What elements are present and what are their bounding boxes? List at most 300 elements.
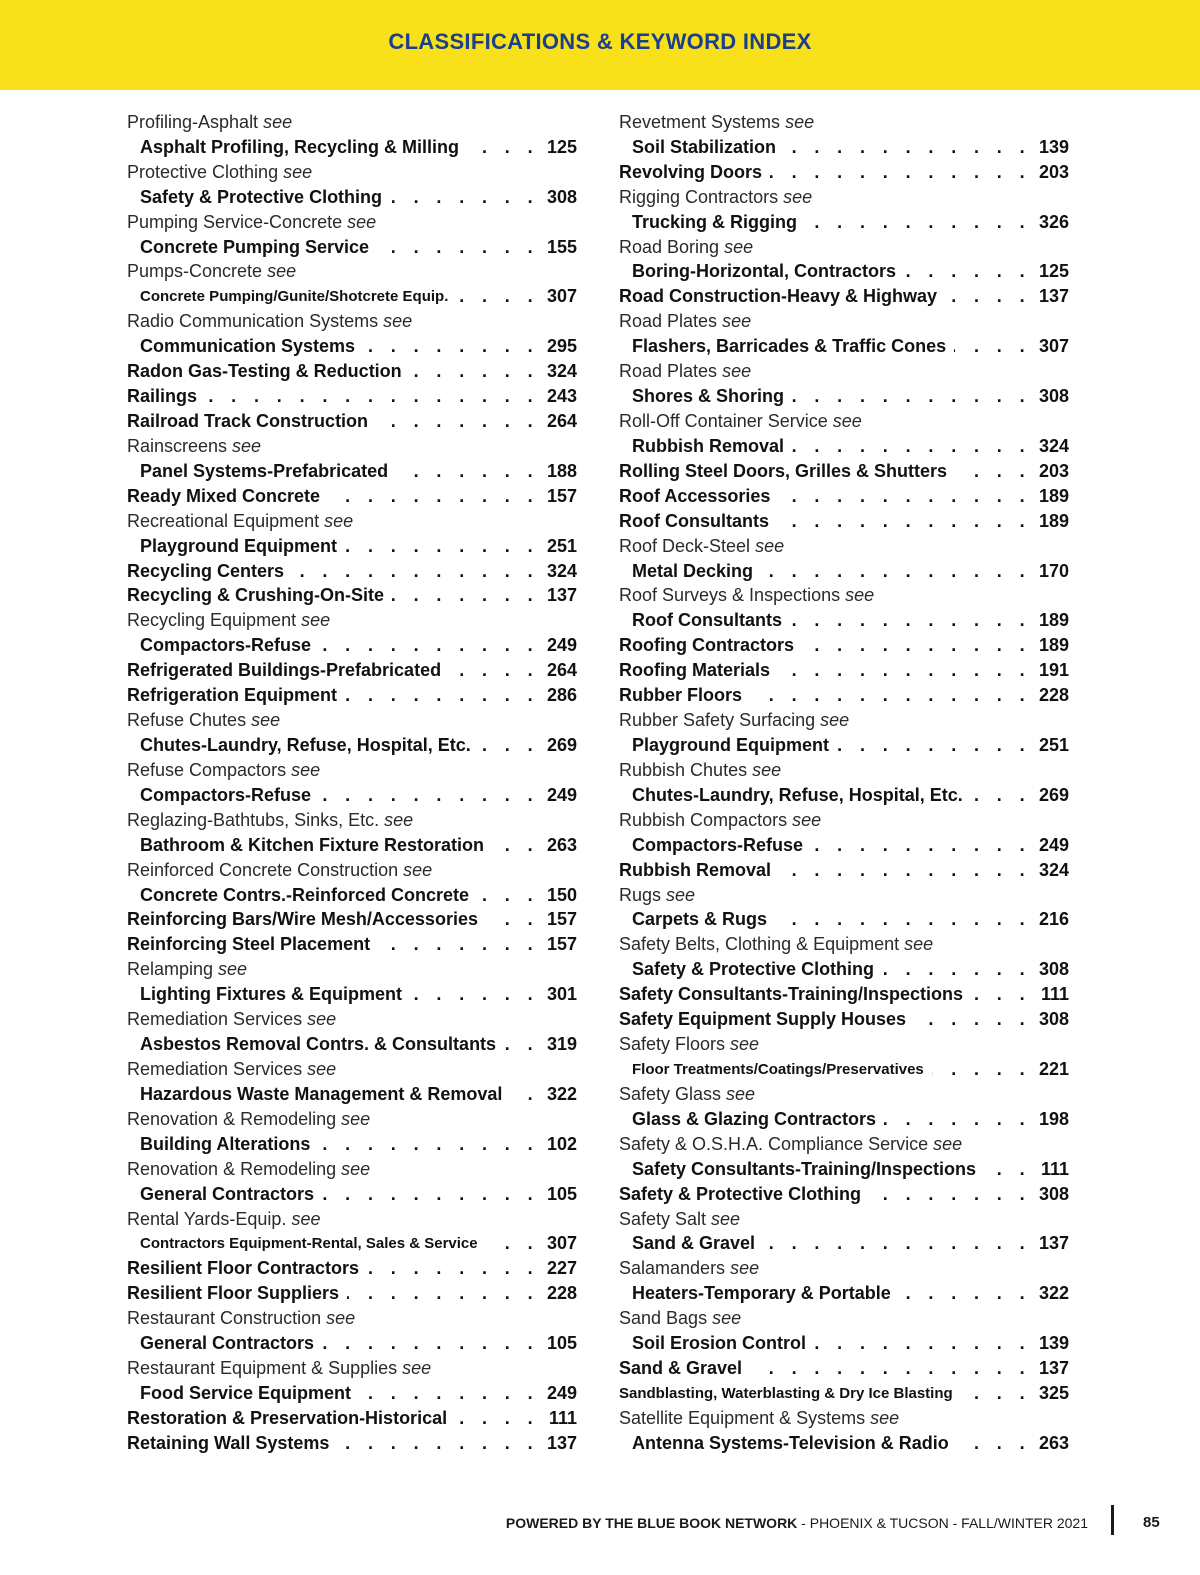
classification-label: Playground Equipment	[140, 535, 338, 556]
index-term: Rugs	[619, 884, 662, 905]
classification-label: General Contractors	[140, 1183, 315, 1204]
dot-leader	[378, 934, 539, 955]
index-term: Protective Clothing	[127, 161, 279, 182]
see-label: see	[324, 510, 354, 531]
index-cross-reference	[127, 1207, 577, 1232]
classification-label: Communication Systems	[140, 336, 356, 357]
index-referenced-entry	[127, 633, 577, 658]
index-cross-reference	[127, 1007, 577, 1032]
dot-leader	[805, 212, 1031, 233]
index-referenced-entry	[127, 459, 577, 484]
index-cross-reference	[127, 1157, 577, 1182]
classification-label: Rolling Steel Doors, Grilles & Shutters	[619, 460, 948, 481]
classification-label: Soil Stabilization	[632, 136, 777, 157]
page-reference: 264	[546, 411, 577, 432]
index-entry	[619, 633, 1069, 658]
classification-label: Reinforcing Steel Placement	[127, 934, 371, 955]
index-referenced-entry	[619, 334, 1069, 359]
classification-label: Compactors-Refuse	[140, 635, 312, 656]
page-reference: 307	[546, 1233, 577, 1254]
dot-leader	[811, 835, 1031, 856]
dot-leader	[322, 1333, 539, 1354]
index-cross-reference	[619, 309, 1069, 334]
page-reference: 111	[548, 1407, 577, 1428]
dot-leader	[750, 685, 1031, 706]
index-cross-reference	[619, 185, 1069, 210]
index-entry	[619, 858, 1069, 883]
index-cross-reference	[127, 758, 577, 783]
index-term: Refuse Compactors	[127, 759, 287, 780]
page-reference: 251	[546, 535, 577, 556]
page-reference: 111	[1040, 1158, 1069, 1179]
dot-leader	[971, 785, 1031, 806]
see-label: see	[904, 934, 934, 955]
see-label: see	[291, 759, 321, 780]
index-cross-reference	[619, 1306, 1069, 1331]
classification-label: Compactors-Refuse	[632, 834, 804, 855]
index-referenced-entry	[127, 235, 577, 260]
index-term: Rubbish Compactors	[619, 809, 788, 830]
page-reference: 125	[546, 136, 577, 157]
index-term: Rubber Safety Surfacing	[619, 710, 816, 731]
page-reference: 111	[1040, 984, 1069, 1005]
page-reference: 139	[1038, 136, 1069, 157]
classification-label: Sandblasting, Waterblasting & Dry Ice Blasting	[619, 1384, 953, 1402]
page-reference: 263	[1038, 1432, 1069, 1453]
page-reference: 198	[1038, 1108, 1069, 1129]
index-entry	[619, 459, 1069, 484]
index-term: Road Plates	[619, 361, 718, 382]
index-entry	[619, 160, 1069, 185]
index-referenced-entry	[619, 135, 1069, 160]
classification-label: Retaining Wall Systems	[127, 1432, 330, 1453]
dot-leader	[750, 1358, 1031, 1379]
index-referenced-entry	[127, 534, 577, 559]
page-reference: 189	[1038, 510, 1069, 531]
index-entry	[619, 484, 1069, 509]
page-footer	[0, 1505, 1200, 1545]
dot-leader	[971, 984, 1031, 1005]
classification-label: Radon Gas-Testing & Reduction	[127, 361, 402, 382]
dot-leader	[763, 1233, 1031, 1254]
index-cross-reference	[619, 1032, 1069, 1057]
dot-leader	[770, 162, 1031, 183]
index-column-right	[619, 110, 1069, 1456]
see-label: see	[383, 311, 413, 332]
index-term: Reglazing-Bathtubs, Sinks, Etc.	[127, 809, 380, 830]
index-entry	[619, 1007, 1069, 1032]
dot-leader	[456, 286, 539, 307]
page-reference: 137	[1038, 1358, 1069, 1379]
page-reference: 139	[1038, 1333, 1069, 1354]
see-label: see	[845, 585, 875, 606]
dot-leader	[318, 1134, 539, 1155]
index-entry	[127, 1406, 577, 1431]
classification-label: Refrigeration Equipment	[127, 685, 338, 706]
footer-divider	[1111, 1505, 1114, 1535]
page-reference: 243	[546, 386, 577, 407]
index-cross-reference	[127, 260, 577, 285]
classification-label: Metal Decking	[632, 560, 754, 581]
index-entry	[127, 359, 577, 384]
index-term: Restaurant Equipment & Supplies	[127, 1358, 398, 1379]
classification-label: Roof Consultants	[619, 510, 769, 531]
index-entry	[127, 559, 577, 584]
index-entry	[619, 1182, 1069, 1207]
index-cross-reference	[619, 932, 1069, 957]
classification-label: Revolving Doors	[619, 161, 763, 182]
page-reference: 263	[546, 834, 577, 855]
page-reference: 137	[546, 1432, 577, 1453]
index-referenced-entry	[127, 334, 577, 359]
index-term: Roof Surveys & Inspections	[619, 585, 841, 606]
classification-label: Glass & Glazing Contractors	[632, 1108, 877, 1129]
page-reference: 324	[546, 361, 577, 382]
index-entry	[619, 1356, 1069, 1381]
page-reference: 301	[546, 984, 577, 1005]
page-reference: 307	[546, 286, 577, 307]
classification-label: Railings	[127, 386, 198, 407]
index-column-left	[127, 110, 577, 1456]
index-cross-reference	[619, 235, 1069, 260]
index-referenced-entry	[619, 1331, 1069, 1356]
classification-label: Compactors-Refuse	[140, 784, 312, 805]
page-reference: 325	[1038, 1382, 1069, 1403]
index-term: Safety & O.S.H.A. Compliance Service	[619, 1133, 929, 1154]
dot-leader	[367, 1258, 539, 1279]
index-term: Reinforced Concrete Construction	[127, 859, 399, 880]
classification-label: Chutes-Laundry, Refuse, Hospital, Etc.	[632, 784, 963, 805]
classification-label: Playground Equipment	[632, 735, 830, 755]
classification-label: Bathroom & Kitchen Fixture Restoration	[140, 834, 485, 855]
index-term: Roof Deck-Steel	[619, 535, 751, 556]
dot-leader	[777, 511, 1031, 532]
dot-leader	[477, 885, 539, 906]
see-label: see	[711, 1208, 741, 1229]
page-reference: 308	[1038, 1009, 1069, 1030]
index-cross-reference	[619, 359, 1069, 384]
page-reference: 102	[546, 1133, 577, 1154]
page-title: CLASSIFICATIONS & KEYWORD INDEX	[388, 29, 812, 54]
dot-leader	[899, 1283, 1031, 1304]
dot-leader	[410, 984, 539, 1005]
classification-label: Sand & Gravel	[619, 1358, 743, 1379]
index-term: Radio Communication Systems	[127, 311, 379, 332]
page-reference: 251	[1038, 735, 1069, 755]
dot-leader	[504, 1034, 539, 1055]
page-reference: 269	[546, 735, 577, 755]
page-reference: 150	[546, 884, 577, 905]
classification-label: Resilient Floor Suppliers	[127, 1283, 340, 1304]
classification-label: Railroad Track Construction	[127, 411, 369, 432]
dot-leader	[492, 835, 539, 856]
index-entry	[619, 982, 1069, 1007]
index-cross-reference	[619, 110, 1069, 135]
page-reference: 249	[546, 635, 577, 656]
classification-label: Concrete Pumping/Gunite/Shotcrete Equip.	[140, 288, 449, 306]
dot-leader	[328, 486, 539, 507]
dot-leader	[392, 585, 539, 606]
index-referenced-entry	[619, 733, 1069, 758]
page-reference: 105	[546, 1183, 577, 1204]
see-label: see	[755, 535, 785, 556]
classification-label: Chutes-Laundry, Refuse, Hospital, Etc.	[140, 735, 471, 755]
index-term: Renovation & Remodeling	[127, 1158, 337, 1179]
index-entry	[127, 584, 577, 609]
index-cross-reference	[619, 708, 1069, 733]
see-label: see	[724, 236, 754, 257]
page-reference: 249	[546, 1382, 577, 1403]
see-label: see	[402, 1358, 432, 1379]
dot-leader	[954, 336, 1031, 357]
classification-label: Safety Equipment Supply Houses	[619, 1009, 907, 1030]
index-cross-reference	[619, 1256, 1069, 1281]
index-referenced-entry	[127, 1381, 577, 1406]
page-reference: 286	[546, 685, 577, 706]
dot-leader	[396, 461, 539, 482]
page-reference: 188	[546, 460, 577, 481]
see-label: see	[730, 1258, 760, 1279]
index-term: Rigging Contractors	[619, 186, 779, 207]
index-entry	[127, 683, 577, 708]
index-referenced-entry	[619, 210, 1069, 235]
see-label: see	[341, 1108, 371, 1129]
index-entry	[127, 908, 577, 933]
page-reference: 125	[1038, 261, 1069, 282]
page-reference: 322	[546, 1083, 577, 1104]
see-label: see	[820, 710, 850, 731]
index-referenced-entry	[619, 1281, 1069, 1306]
dot-leader	[319, 785, 539, 806]
index-referenced-entry	[619, 1231, 1069, 1256]
see-label: see	[722, 361, 752, 382]
see-label: see	[267, 261, 297, 282]
page-reference: 308	[1038, 959, 1069, 980]
classification-label: Restoration & Preservation-Historical	[127, 1407, 448, 1428]
index-cross-reference	[619, 1082, 1069, 1107]
page-reference: 264	[546, 660, 577, 681]
see-label: see	[218, 959, 248, 980]
dot-leader	[410, 361, 539, 382]
page-reference: 189	[1038, 485, 1069, 506]
page-reference: 228	[546, 1283, 577, 1304]
index-referenced-entry	[619, 384, 1069, 409]
footer-brand: POWERED BY THE BLUE BOOK NETWORK	[505, 1515, 798, 1531]
see-label: see	[730, 1034, 760, 1055]
dot-leader	[914, 1009, 1031, 1030]
dot-leader	[884, 1109, 1031, 1130]
index-term: Rental Yards-Equip.	[127, 1208, 287, 1229]
page-reference: 137	[546, 585, 577, 606]
see-label: see	[712, 1308, 742, 1329]
see-label: see	[291, 1208, 321, 1229]
classification-label: Contractors Equipment-Rental, Sales & Service	[140, 1235, 478, 1253]
page-reference: 137	[1038, 1233, 1069, 1254]
classification-label: Sand & Gravel	[632, 1233, 756, 1254]
index-cross-reference	[127, 957, 577, 982]
see-label: see	[326, 1308, 356, 1329]
index-entry	[619, 1381, 1069, 1406]
index-referenced-entry	[127, 982, 577, 1007]
dot-leader	[345, 536, 539, 557]
index-entry	[127, 484, 577, 509]
dot-leader	[904, 261, 1031, 282]
see-label: see	[792, 809, 822, 830]
dot-leader	[345, 685, 539, 706]
dot-leader	[205, 386, 539, 407]
index-referenced-entry	[127, 1082, 577, 1107]
see-label: see	[870, 1407, 900, 1428]
index-entry	[127, 1281, 577, 1306]
index-referenced-entry	[127, 1182, 577, 1207]
classification-label: Roofing Contractors	[619, 635, 794, 656]
dot-leader	[337, 1433, 539, 1454]
index-referenced-entry	[619, 957, 1069, 982]
classification-label: Trucking & Rigging	[632, 211, 797, 232]
see-label: see	[301, 610, 331, 631]
page-reference: 308	[1038, 386, 1069, 407]
classification-label: Panel Systems-Prefabricated	[140, 460, 389, 481]
classification-label: Ready Mixed Concrete	[127, 485, 321, 506]
classification-label: General Contractors	[140, 1333, 315, 1354]
index-term: Rubbish Chutes	[619, 759, 748, 780]
index-term: Pumping Service-Concrete	[127, 211, 343, 232]
index-cross-reference	[619, 1207, 1069, 1232]
classification-label: Recycling & Crushing-On-Site	[127, 585, 385, 606]
page-reference: 105	[546, 1333, 577, 1354]
index-referenced-entry	[127, 1132, 577, 1157]
classification-label: Roof Consultants	[632, 610, 782, 631]
index-cross-reference	[619, 758, 1069, 783]
index-referenced-entry	[127, 1231, 577, 1256]
index-cross-reference	[127, 309, 577, 334]
dot-leader	[486, 1233, 539, 1254]
dot-leader	[359, 1383, 539, 1404]
page-reference: 189	[1038, 610, 1069, 631]
dot-leader	[784, 137, 1031, 158]
index-referenced-entry	[127, 783, 577, 808]
page-reference: 324	[1038, 435, 1069, 456]
dot-leader	[814, 1333, 1031, 1354]
see-label: see	[666, 884, 696, 905]
dot-leader	[957, 1433, 1031, 1454]
dot-leader	[319, 635, 539, 656]
index-referenced-entry	[619, 559, 1069, 584]
dot-leader	[292, 561, 539, 582]
see-label: see	[785, 111, 815, 132]
index-term: Rainscreens	[127, 435, 228, 456]
classification-label: Floor Treatments/Coatings/Preservatives	[632, 1060, 924, 1078]
page-reference: 137	[1038, 286, 1069, 307]
index-term: Restaurant Construction	[127, 1308, 322, 1329]
index-referenced-entry	[619, 1107, 1069, 1132]
index-term: Remediation Services	[127, 1009, 303, 1030]
index-cross-reference	[127, 1107, 577, 1132]
classification-label: Safety Consultants-Training/Inspections	[619, 984, 964, 1005]
dot-leader	[347, 1283, 539, 1304]
classification-label: Safety Consultants-Training/Inspections	[632, 1158, 977, 1179]
index-term: Refuse Chutes	[127, 710, 247, 731]
header-banner	[0, 0, 1200, 90]
dot-leader	[792, 386, 1031, 407]
index-term: Safety Belts, Clothing & Equipment	[619, 934, 900, 955]
index-referenced-entry	[619, 833, 1069, 858]
index-cross-reference	[619, 808, 1069, 833]
see-label: see	[307, 1009, 337, 1030]
dot-leader	[882, 959, 1031, 980]
page-reference: 324	[546, 560, 577, 581]
classification-label: Refrigerated Buildings-Prefabricated	[127, 660, 442, 681]
dot-leader	[792, 436, 1031, 457]
index-entry	[619, 683, 1069, 708]
classification-label: Rubbish Removal	[619, 859, 772, 880]
index-term: Recreational Equipment	[127, 510, 320, 531]
page-reference: 157	[546, 485, 577, 506]
index-entry	[127, 384, 577, 409]
index-term: Renovation & Remodeling	[127, 1108, 337, 1129]
page-reference: 157	[546, 934, 577, 955]
index-cross-reference	[127, 1356, 577, 1381]
index-entry	[127, 932, 577, 957]
see-label: see	[384, 809, 414, 830]
dot-leader	[479, 735, 539, 756]
see-label: see	[251, 710, 281, 731]
index-term: Safety Salt	[619, 1208, 707, 1229]
classification-label: Asphalt Profiling, Recycling & Milling	[140, 136, 460, 157]
dot-leader	[984, 1159, 1031, 1180]
dot-leader	[932, 1059, 1031, 1080]
classification-label: Hazardous Waste Management & Removal	[140, 1083, 503, 1104]
index-entry	[619, 658, 1069, 683]
page-reference: 249	[1038, 834, 1069, 855]
dot-leader	[376, 411, 539, 432]
classification-label: Soil Erosion Control	[632, 1333, 806, 1354]
classification-label: Asbestos Removal Contrs. & Consultants	[140, 1034, 497, 1055]
dot-leader	[869, 1184, 1031, 1205]
index-cross-reference	[619, 409, 1069, 434]
classification-label: Building Alterations	[140, 1133, 311, 1154]
page-number: 85	[1143, 1514, 1160, 1531]
index-cross-reference	[127, 160, 577, 185]
see-label: see	[722, 311, 752, 332]
classification-label: Recycling Centers	[127, 560, 285, 581]
index-entry	[619, 284, 1069, 309]
index-cross-reference	[127, 110, 577, 135]
see-label: see	[933, 1133, 963, 1154]
classification-label: Heaters-Temporary & Portable	[632, 1283, 891, 1304]
see-label: see	[726, 1083, 756, 1104]
classification-label: Boring-Horizontal, Contractors	[632, 261, 896, 282]
dot-leader	[377, 237, 539, 258]
index-cross-reference	[619, 534, 1069, 559]
see-label: see	[403, 859, 433, 880]
classification-label: Road Construction-Heavy & Highway	[619, 286, 938, 307]
page-reference: 228	[1038, 685, 1069, 706]
index-term: Pumps-Concrete	[127, 261, 263, 282]
index-cross-reference	[619, 584, 1069, 609]
classification-label: Safety & Protective Clothing	[632, 959, 875, 980]
index-referenced-entry	[127, 135, 577, 160]
page-reference: 170	[1038, 560, 1069, 581]
classification-label: Concrete Contrs.-Reinforced Concrete	[140, 884, 470, 905]
index-cross-reference	[127, 858, 577, 883]
index-referenced-entry	[619, 434, 1069, 459]
index-referenced-entry	[619, 1057, 1069, 1082]
index-referenced-entry	[619, 783, 1069, 808]
index-referenced-entry	[619, 608, 1069, 633]
page-reference: 295	[546, 336, 577, 357]
index-entry	[127, 1431, 577, 1456]
